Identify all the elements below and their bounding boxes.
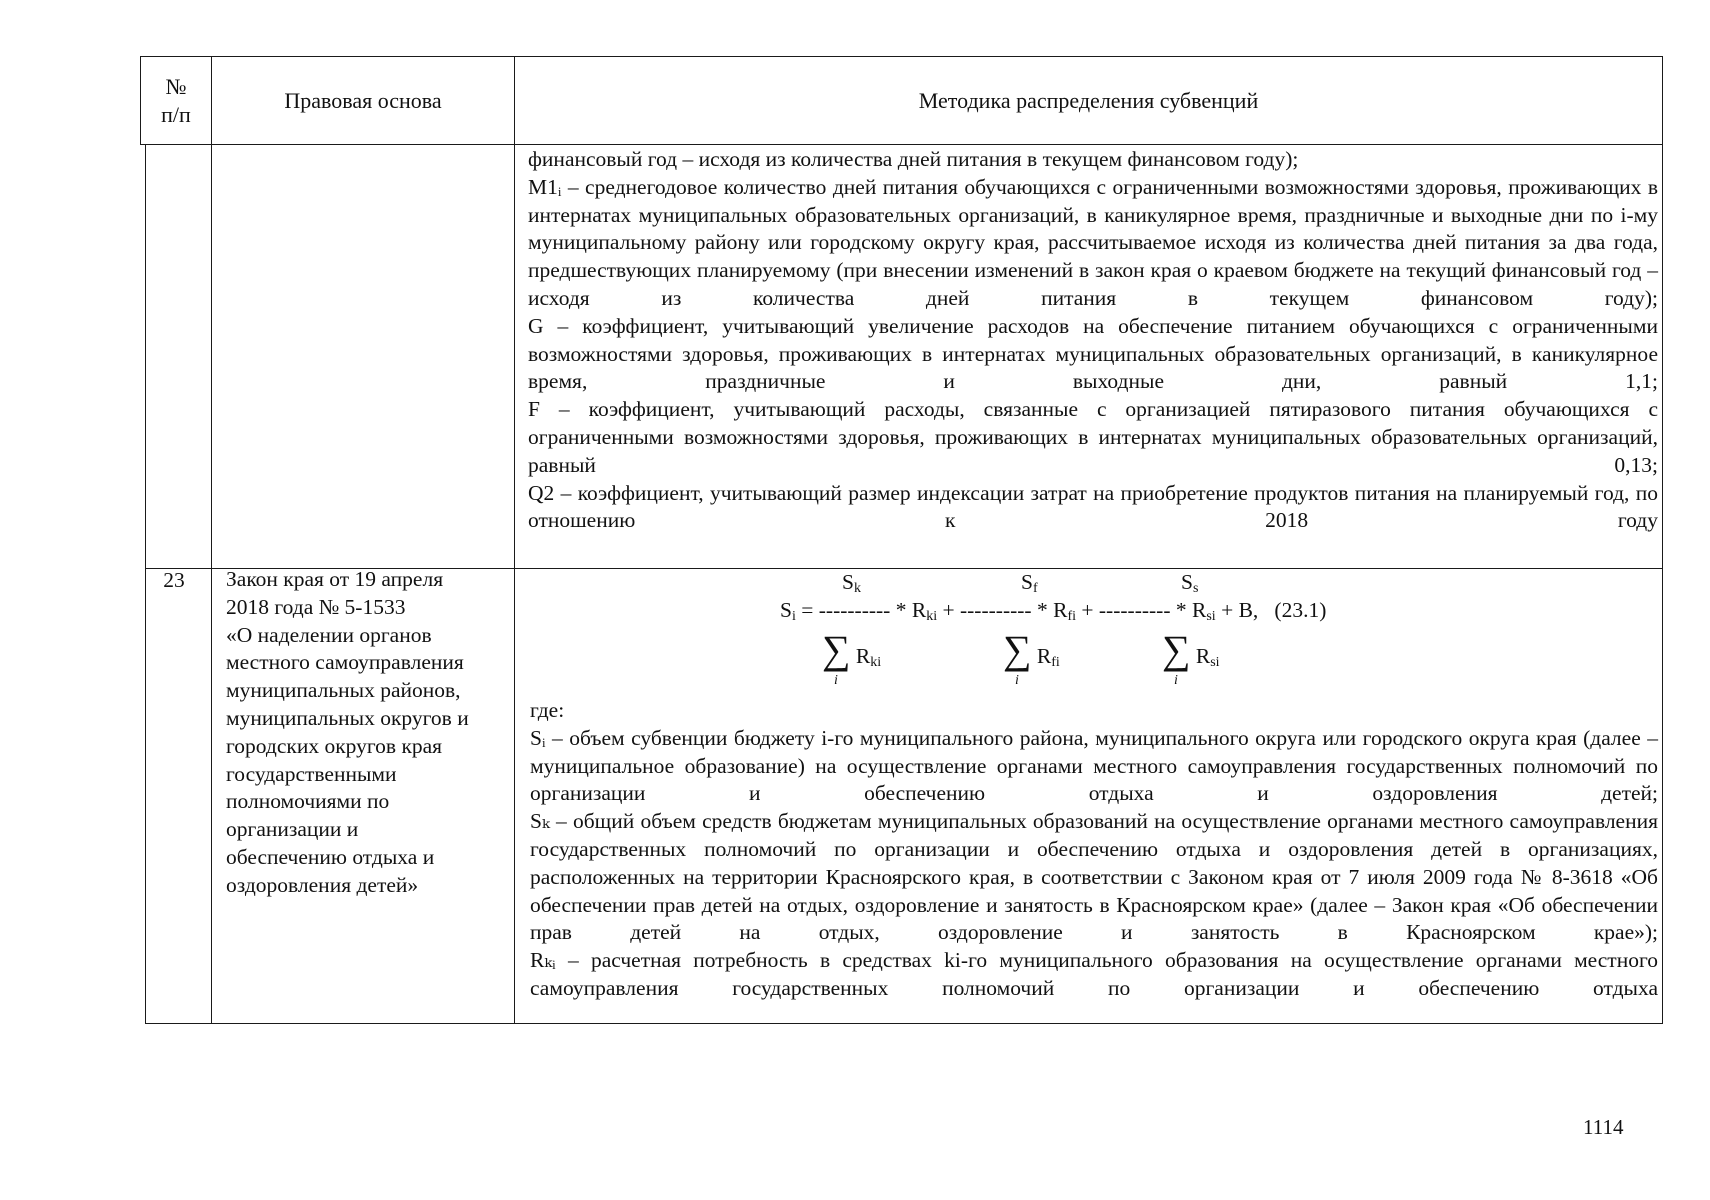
paragraph-continuation: финансовый год – исходя из количества дней питания в текущем финансовом году);: [528, 147, 1299, 171]
header-col-law: Правовая основа: [284, 87, 442, 113]
sigma-icon: ∑: [822, 627, 851, 672]
header-col-method: Методика распределения субвенций: [918, 87, 1259, 113]
paragraph-q2: Q2 – коэффициент, учитывающий размер индексации затрат на приобретение продуктов питания на планируемый год, по отношению к 2018 году: [528, 480, 1658, 533]
header-number-sign: №: [165, 73, 187, 99]
law-line: обеспечению отдыха и: [226, 844, 435, 869]
denominator-rfi: ∑ $R_{fi}$: [1003, 627, 1060, 672]
sigma-icon: ∑: [1003, 627, 1032, 672]
law-line: государственными: [226, 761, 397, 786]
numerator-sf: $S_f$: [1021, 570, 1038, 596]
law-line: оздоровления детей»: [226, 872, 419, 897]
header-number-pp: п/п: [161, 101, 191, 127]
table-bottom-border: [145, 1023, 1663, 1024]
formula-main-line: $S_i$ = ---------- * $R_{ki}$ + ---------- * $R_{fi}$ + ---------- * $R_{si} + B$, (23.1): [780, 598, 1327, 624]
paragraph-m1: M1ᵢ – среднегодовое количество дней питания обучающихся с ограниченными возможностями здоровья, проживающих в интернатах муниципальных образовательных организаций, в каникулярное время, праздничные и выходные дни по i-му муниципальному району или городскому округу края, рассчитываемое исходя из количества дней питания за два года, предшествующих планируемому (при внесении изменений в закон края о краевом бюджете на текущий финансовый год – исходя из количества дней питания в текущем финансовом году);: [528, 174, 1658, 310]
law-line: Закон края от 19 апреля: [226, 567, 444, 591]
continued-row-text: [528, 146, 1658, 535]
paragraph-f: F – коэффициент, учитывающий расходы, связанные с организацией пятиразового питания обучающихся с ограниченными возможностями здоровья, проживающих в интернатах муниципальных образовательных организаций, равный 0,13;: [528, 397, 1658, 477]
denominator-rki: ∑ $R_{ki}$: [822, 627, 882, 672]
definition-rki: Rₖᵢ – расчетная потребность в средствах ki-го муниципального образования на осуществление органами местного самоуправления государственных полномочий по организации и обеспечению отдыха: [530, 948, 1658, 1000]
header-col-number: [141, 57, 211, 144]
law-line: «О наделении органов: [226, 622, 432, 647]
numerator-sk: $S_k$: [842, 570, 861, 596]
header-bottom-border: [140, 144, 1663, 145]
law-line: муниципальных районов,: [226, 678, 461, 703]
sigma-index: i: [1174, 673, 1178, 688]
sigma-index: i: [834, 673, 838, 688]
row-23-definitions: [530, 697, 1658, 1003]
denominator-rsi: ∑ $R_{si}$: [1162, 627, 1220, 672]
law-cell: [226, 566, 516, 900]
sigma-index: i: [1015, 673, 1019, 688]
row-number: 23: [163, 568, 185, 592]
sigma-icon: ∑: [1162, 627, 1191, 672]
law-line: городских округов края: [226, 733, 443, 758]
law-line: организации и: [226, 817, 359, 842]
col-divider-1: [211, 56, 212, 1023]
numerator-ss: $S_s$: [1181, 570, 1199, 596]
law-line: муниципальных округов и: [226, 705, 469, 730]
definition-si: Sᵢ – объем субвенции бюджету i-го муниципального района, муниципального округа или городского округа края (далее – муниципальное образование) на осуществление органами местного самоуправления государственных полномочий по организации и обеспечению отдыха и оздоровления детей;: [530, 725, 1658, 806]
law-line: 2018 года № 5-1533: [226, 594, 406, 619]
page-number: 1114: [1583, 1115, 1624, 1139]
definition-sk: Sₖ – общий объем средств бюджетам муниципальных образований на осуществление органами местного самоуправления государственных полномочий по организации и обеспечению отдыха и оздоровления детей в организациях, расположенных на территории Красноярского края, в соответствии с Законом края от 7 июля 2009 года № 8-3618 «Об обеспечении прав детей на отдых, оздоровление и занятость в Красноярском крае» (далее – Закон края «Об обеспечении прав детей на отдых, оздоровление и занятость в Красноярском крае»);: [530, 809, 1658, 945]
paragraph-g: G – коэффициент, учитывающий увеличение расходов на обеспечение питанием обучающихся с ограниченными возможностями здоровья, проживающих в интернатах муниципальных образовательных организаций, в каникулярное время, праздничные и выходные дни, равный 1,1;: [528, 313, 1658, 394]
table-right-border: [1662, 56, 1663, 1023]
formula-number: (23.1): [1274, 598, 1327, 622]
law-line: местного самоуправления: [226, 650, 464, 675]
law-line: полномочиями по: [226, 789, 390, 814]
where-label: где:: [530, 698, 565, 722]
